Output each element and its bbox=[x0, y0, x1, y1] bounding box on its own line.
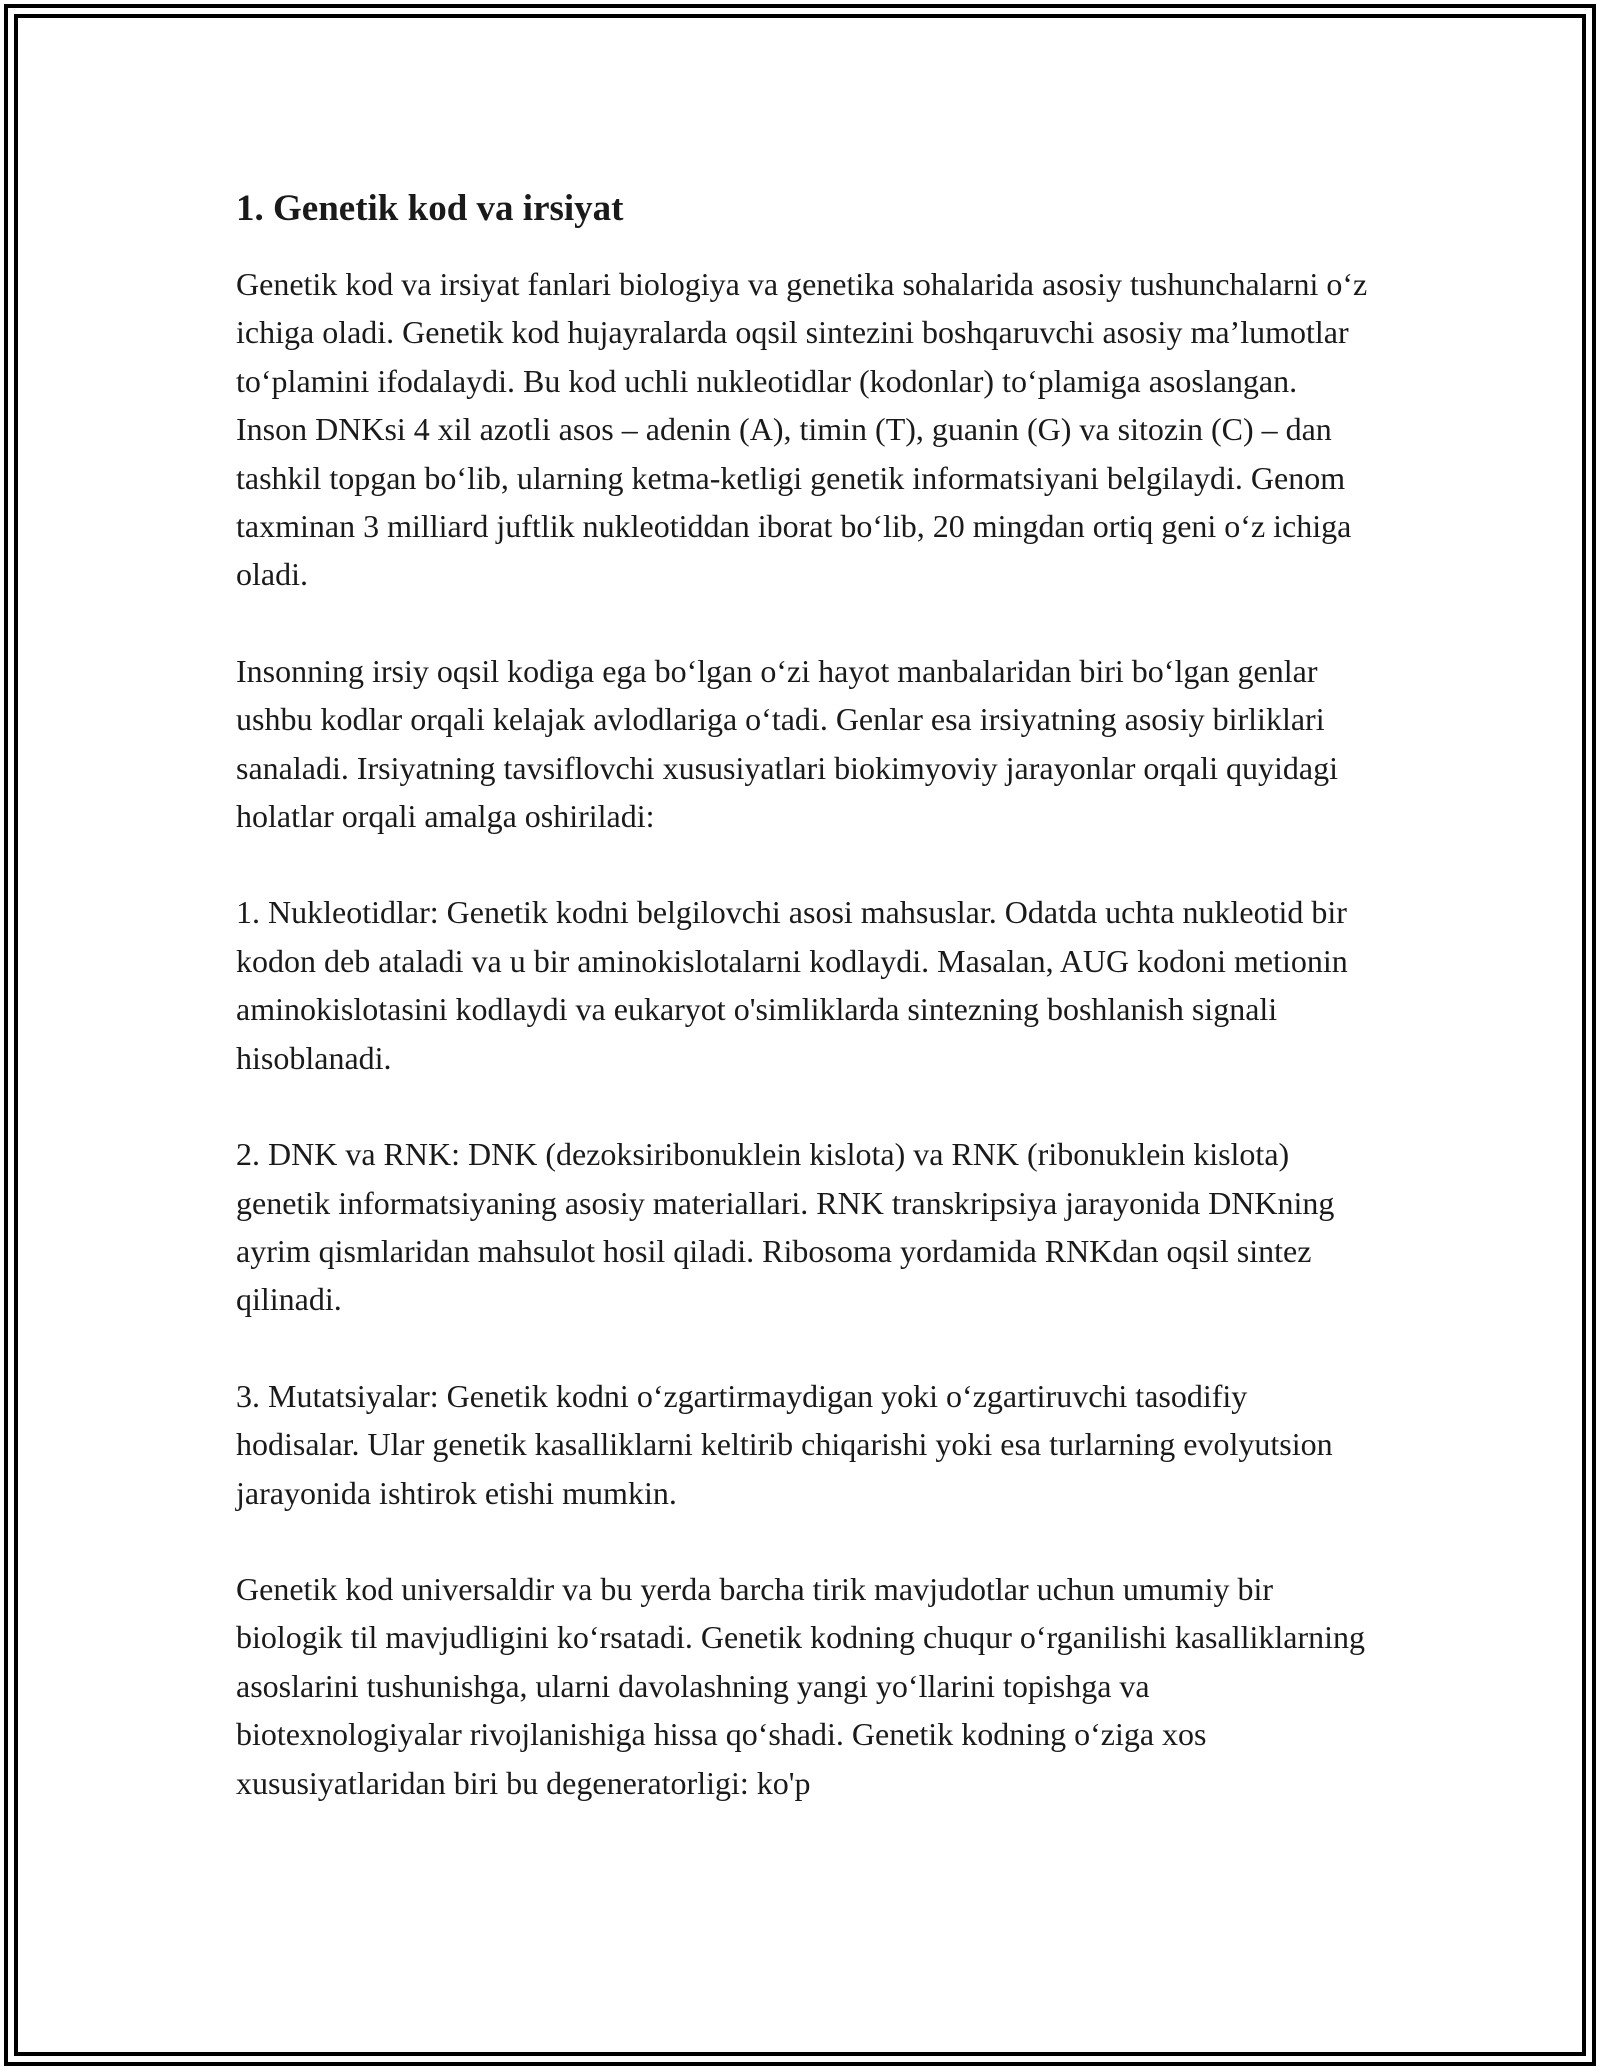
list-item-nucleotides: 1. Nukleotidlar: Genetik kodni belgilovchi asosi mahsuslar. Odatda uchta nukleotid bir kodon deb ataladi va u bir aminokislotalarni kodlaydi. Masalan, AUG kodoni metionin aminokislotasini kodlaydi va eukaryot o'simliklarda sintezning boshlanish signali hisoblanadi. bbox=[236, 894, 1348, 1076]
section-heading: 1. Genetik kod va irsiyat bbox=[236, 188, 624, 229]
list-item-dna-rna: 2. DNK va RNK: DNK (dezoksiribonuklein kislota) va RNK (ribonuklein kislota) genetik informatsiyaning asosiy materiallari. RNK transkripsiya jarayonida DNKning ayrim qismlaridan mahsulot hosil qiladi. Ribosoma yordamida RNKdan oqsil sintez qilinadi. bbox=[236, 1136, 1335, 1318]
list-item-mutations: 3. Mutatsiyalar: Genetik kodni o‘zgartirmaydigan yoki o‘zgartiruvchi tasodifiy hodisalar. Ular genetik kasalliklarni keltirib chiqarishi yoki esa turlarning evolyutsion jarayonida ishtirok etishi mumkin. bbox=[236, 1377, 1333, 1511]
paragraph-universal-code: Genetik kod universaldir va bu yerda barcha tirik mavjudotlar uchun umumiy bir biologik til mavjudligini ko‘rsatadi. Genetik kodning chuqur o‘rganilishi kasalliklarning asoslarini tushunishga, ularni davolashning yangi yo‘llarini topishga va biotexnologiyalar rivojlanishiga hissa qo‘shadi. Genetik kodning o‘ziga xos xususiyatlaridan biri bu degeneratorligi: ko'p bbox=[236, 1570, 1366, 1801]
paragraph-heredity: Insonning irsiy oqsil kodiga ega bo‘lgan o‘zi hayot manbalaridan biri bo‘lgan genlar ushbu kodlar orqali kelajak avlodlariga o‘tadi. Genlar esa irsiyatning asosiy birliklari sanaladi. Irsiyatning tavsiflovchi xususiyatlari biokimyoviy jarayonlar orqali quyidagi holatlar orqali amalga oshiriladi: bbox=[236, 652, 1338, 835]
document-body bbox=[236, 186, 1376, 1807]
paragraph-intro: Genetik kod va irsiyat fanlari biologiya va genetika sohalarida asosiy tushunchalarni o‘z ichiga oladi. Genetik kod hujayralarda oqsil sintezini boshqaruvchi asosiy ma’lumotlar to‘plamini ifodalaydi. Bu kod uchli nukleotidlar (kodonlar) to‘plamiga asoslangan. Inson DNKsi 4 xil azotli asos – adenin (A), timin (T), guanin (G) va sitozin (C) – dan tashkil topgan bo‘lib, ularning ketma-ketligi genetik informatsiyani belgilaydi. Genom taxminan 3 milliard juftlik nukleotiddan iborat bo‘lib, 20 mingdan ortiq geni o‘z ichiga oladi. bbox=[236, 266, 1368, 593]
